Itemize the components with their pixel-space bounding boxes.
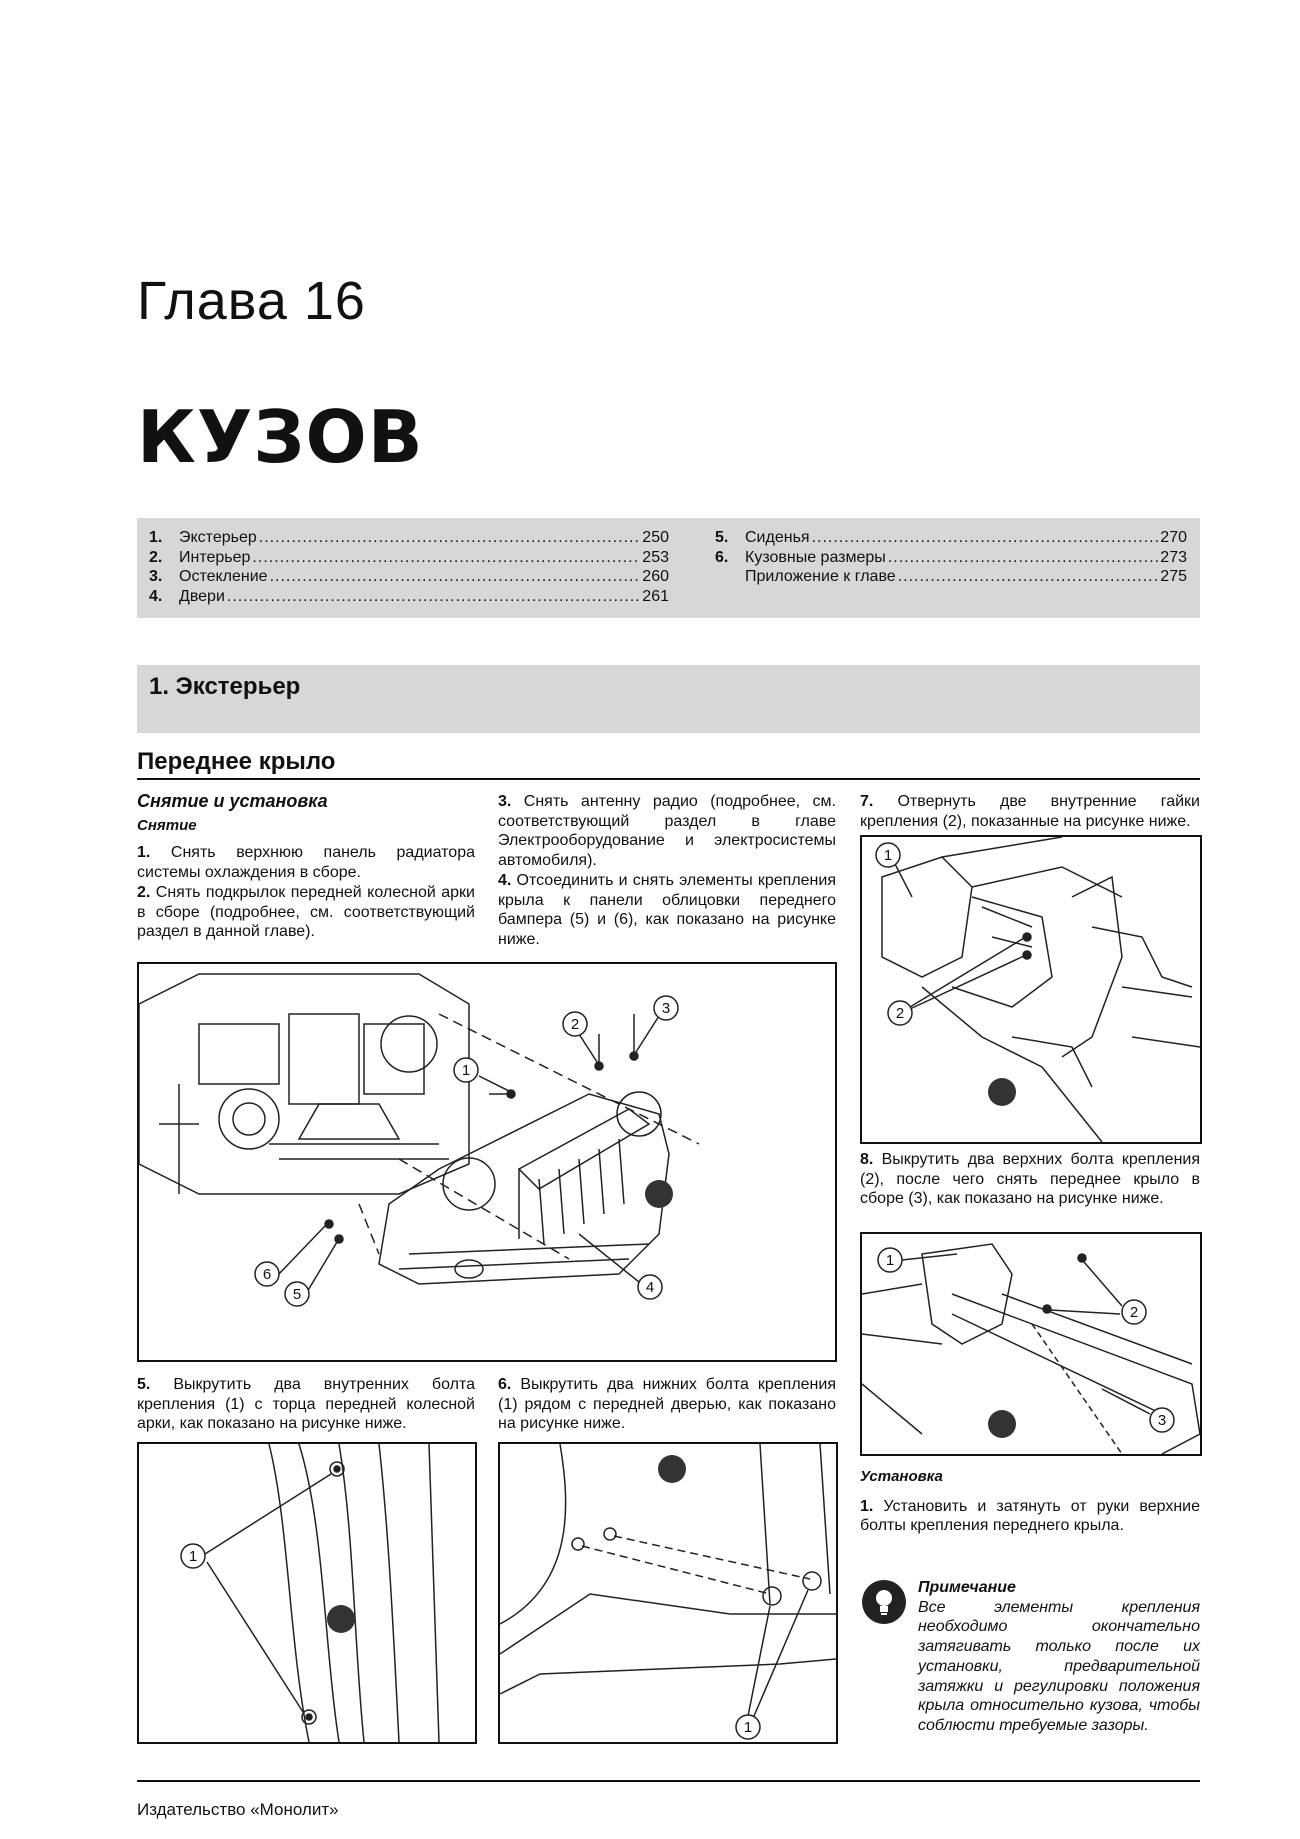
toc-page: 250 xyxy=(642,529,669,546)
procedure-heading: Снятие и установка xyxy=(137,791,328,811)
publisher-footer: Издательство «Монолит» xyxy=(137,1800,339,1819)
watermark-icon xyxy=(988,1410,1016,1438)
step-item: 2. Снять подкрылок передней колесной арки в сборе (подробнее, см. соответствующий раздел в данной главе). xyxy=(137,883,475,941)
toc-num: 6. xyxy=(715,548,729,566)
step-item: 3. Снять антенну радио (подробнее, см. соответствующий раздел в главе Электрооборудование и электросистемы автомобиля). xyxy=(498,793,836,870)
callout-label: 2 xyxy=(1129,1304,1139,1321)
bumper-diagram xyxy=(139,964,835,1360)
toc-entry[interactable] xyxy=(715,528,1187,548)
step-6-text xyxy=(498,1375,836,1434)
watermark-icon xyxy=(645,1180,673,1208)
toc-label: Приложение к главе xyxy=(745,568,896,585)
callout-label: 2 xyxy=(895,1005,905,1022)
toc-label: Сиденья xyxy=(745,529,810,546)
callout-label: 1 xyxy=(188,1548,198,1565)
toc-page: 253 xyxy=(642,548,669,566)
toc-num: 2. xyxy=(149,548,163,566)
note-title: Примечание xyxy=(918,1579,1016,1596)
column-2-text xyxy=(498,792,836,950)
table-of-contents xyxy=(137,518,1200,618)
toc-entry[interactable] xyxy=(715,548,1187,568)
step-item: 1. Снять верхнюю панель радиатора системы охлаждения в сборе. xyxy=(137,844,475,882)
inner-nuts-diagram xyxy=(862,837,1200,1142)
callout-label: 1 xyxy=(885,1252,895,1269)
toc-page: 273 xyxy=(1160,548,1187,566)
toc-num: 1. xyxy=(149,529,163,546)
toc-page: 270 xyxy=(1160,529,1187,546)
step-7-text xyxy=(860,792,1200,831)
section-header xyxy=(137,665,1200,733)
footer-divider xyxy=(137,1780,1200,1782)
divider xyxy=(137,778,1200,780)
removal-heading: Снятие xyxy=(137,816,197,834)
watermark-icon xyxy=(327,1605,355,1633)
toc-num: 3. xyxy=(149,568,163,585)
step-8-text xyxy=(860,1150,1200,1209)
upper-bolts-diagram xyxy=(862,1234,1200,1454)
wheel-arch-diagram xyxy=(139,1444,475,1742)
chapter-label: Глава 16 xyxy=(137,271,366,331)
step-5-text xyxy=(137,1375,475,1434)
step-item: 5. Выкрутить два внутренних болта крепления (1) с торца передней колесной арки, как показано на рисунке ниже. xyxy=(137,1376,475,1433)
toc-label: Остекление xyxy=(179,568,268,585)
subsection-title: Переднее крыло xyxy=(137,748,336,775)
toc-entry[interactable] xyxy=(149,548,669,568)
callout-label: 4 xyxy=(645,1279,655,1296)
toc-num: 5. xyxy=(715,529,729,546)
toc-label: Интерьер xyxy=(179,548,251,566)
watermark-icon xyxy=(658,1455,686,1483)
callout-label: 3 xyxy=(1157,1412,1167,1429)
step-item: 4. Отсоединить и снять элементы крепления крыла к панели облицовки переднего бампера (5) и (6), как показано на рисунке ниже. xyxy=(498,871,836,948)
toc-label: Двери xyxy=(179,587,225,605)
step-item: 6. Выкрутить два нижних болта крепления (1) рядом с передней дверью, как показано на рисунке ниже. xyxy=(498,1376,836,1433)
toc-left-column xyxy=(149,528,669,606)
toc-entry[interactable] xyxy=(149,528,669,548)
door-side-diagram xyxy=(500,1444,836,1742)
callout-label: 1 xyxy=(743,1719,753,1736)
note-box xyxy=(918,1578,1200,1736)
callout-label: 5 xyxy=(292,1286,302,1303)
callout-label: 2 xyxy=(570,1016,580,1033)
toc-entry[interactable] xyxy=(149,587,669,607)
figure-upper-bolts xyxy=(860,1232,1202,1456)
watermark-icon xyxy=(988,1078,1016,1106)
toc-num xyxy=(715,567,745,587)
toc-page: 261 xyxy=(642,587,669,605)
note-icon xyxy=(862,1580,906,1624)
figure-door-side-bolts xyxy=(498,1442,838,1744)
toc-page: 275 xyxy=(1160,568,1187,585)
figure-inner-nuts xyxy=(860,835,1202,1144)
note-text: Все элементы крепления необходимо окончательно затягивать только после их установки, предварительной затяжки и регулировки положения крыла относительно кузова, чтобы соблюсти требуемые зазоры. xyxy=(918,1598,1200,1734)
callout-label: 6 xyxy=(262,1266,272,1283)
callout-label: 1 xyxy=(461,1062,471,1079)
figure-bumper-removal xyxy=(137,962,837,1362)
figure-wheel-arch-bolts xyxy=(137,1442,477,1744)
toc-page: 260 xyxy=(642,568,669,585)
callout-label: 1 xyxy=(883,847,893,864)
toc-right-column xyxy=(715,528,1187,587)
toc-label: Кузовные размеры xyxy=(745,548,886,566)
install-heading: Установка xyxy=(860,1468,943,1485)
toc-entry[interactable] xyxy=(715,567,1187,587)
column-1-text xyxy=(137,792,475,942)
toc-label: Экстерьер xyxy=(179,529,257,546)
page-title: КУЗОВ xyxy=(137,395,424,479)
install-text xyxy=(860,1467,1200,1536)
toc-entry[interactable] xyxy=(149,567,669,587)
step-item: 8. Выкрутить два верхних болта крепления (2), после чего снять переднее крыло в сборе (3), как показано на рисунке ниже. xyxy=(860,1151,1201,1208)
section-title: 1. Экстерьер xyxy=(149,673,301,700)
toc-num: 4. xyxy=(149,587,163,605)
callout-label: 3 xyxy=(661,1000,671,1017)
step-item: 7. Отвернуть две внутренние гайки крепления (2), показанные на рисунке ниже. xyxy=(860,793,1200,830)
step-item: 1. Установить и затянуть от руки верхние болты крепления переднего крыла. xyxy=(860,1497,1201,1535)
